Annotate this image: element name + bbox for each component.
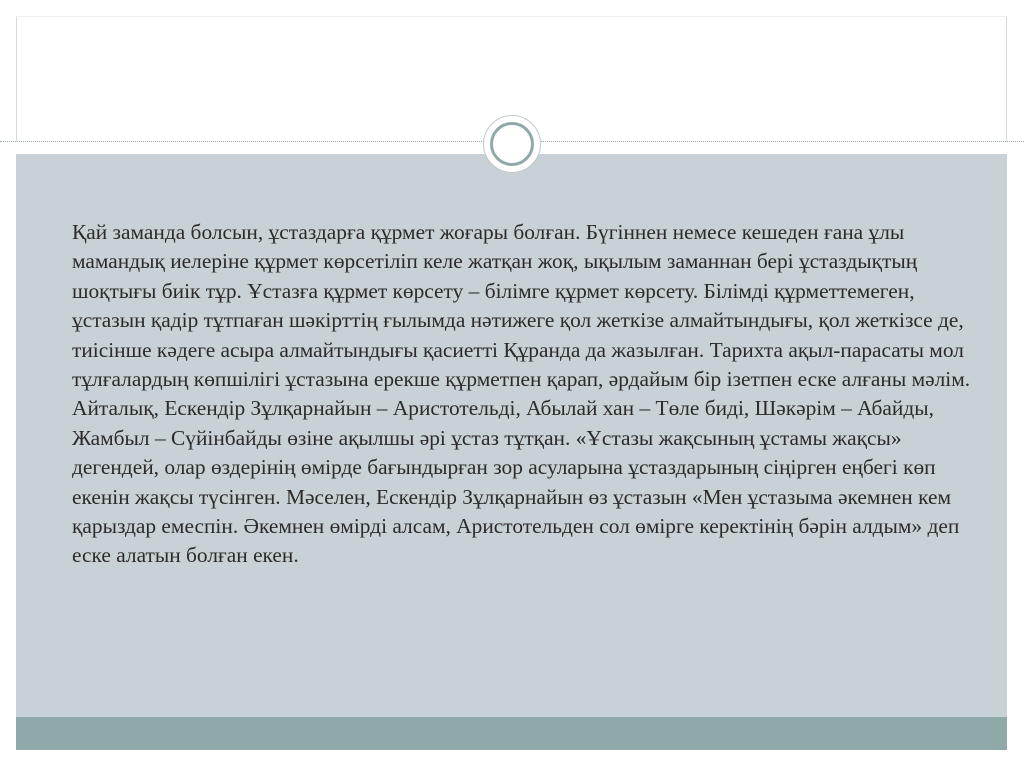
- body-text: Қай заманда болсын, ұстаздарға құрмет жоғары болған. Бүгіннен немесе кешеден ғана ұлы мамандық иелеріне құрмет көрсетіліп келе жатқан жоқ, ықылым заманнан бері ұстаздықтың шоқтығы биік тұр. Ұстазға құрмет көрсету – білімге құрмет көрсету. Білімді құрметтемеген, ұстазын қадір тұтпаған шәкірттің ғылымда нәтижеге қол жеткізе алмайтындығы, қол жеткізсе де, тиісінше кәдеге асыра алмайтындығы қасиетті Құранда да жазылған. Тарихта ақыл-парасаты мол тұлғалардың көпшілігі ұстазына ерекше құрметпен қарап, әрдайым бір ізетпен еске алғаны мәлім. Айталық, Ескендір Зұлқарнайын – Аристотельді, Абылай хан – Төле биді, Шәкәрім – Абайды, Жамбыл – Сүйінбайды өзіне ақылшы әрі ұстаз тұтқан. «Ұстазы жақсының ұстамы жақсы» дегендей, олар өздерінің өмірде бағындырған зор асуларына ұстаздарының сіңірген еңбегі көп екенін жақсы түсінген. Мәселен, Ескендір Зұлқарнайын өз ұстазын «Мен ұстазыма әкемнен кем қарыздар емеспін. Әкемнен өмірді алсам, Аристотельден сол өмірге керектінің бәрін алдым» деп еске алатын болған екен.: [72, 220, 971, 568]
- ring-icon: [490, 122, 534, 166]
- circle-ornament-icon: [483, 115, 541, 173]
- footer-band: [16, 717, 1007, 750]
